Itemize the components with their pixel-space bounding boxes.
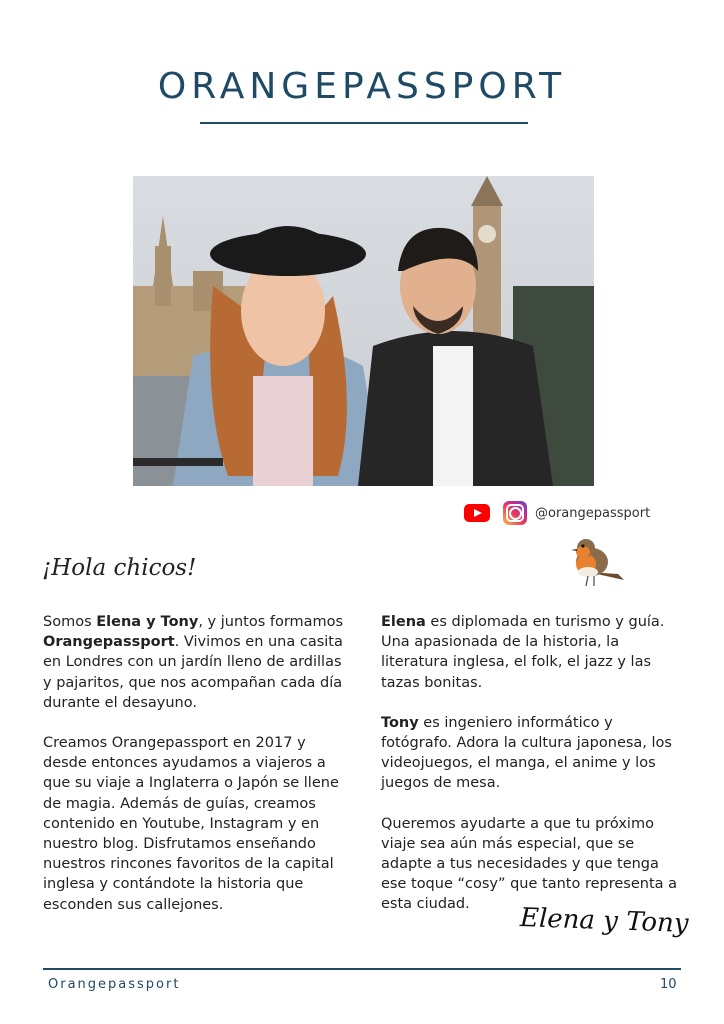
bold-brand: Orangepassport [43,634,175,651]
social-links [464,500,650,526]
bold-names: Elena y Tony [96,614,199,630]
title-underline [200,122,528,124]
text: . Vivimos en una casita en Londres con un jardín lleno de ardillas y pajaritos, que nos acompañan cada día durante el desayuno. [43,634,343,711]
page-title: ORANGEPASSPORT [157,66,567,107]
bold-elena: Elena [381,614,426,630]
text: Somos [43,614,97,630]
history-paragraph: Creamos Orangepassport en 2017 y desde entonces ayudamos a viajeros a que su viaje a Inglaterra o Japón se llene de magia. Además de guías, creamos contenido en Youtube, Instagram y en nuestro blog. Disfrutamos enseñando nuestros rincones favoritos de la capital inglesa y contándote la historia que esconden sus callejones. [43,735,339,913]
mission-paragraph: Queremos ayudarte a que tu próximo viaje sea aún más especial, que se adapte a tus necesidades y que tenga ese toque “cosy” que tanto representa a esta ciudad. [381,815,678,913]
intro-paragraph [43,612,348,713]
footer-brand: Orangepassport [48,977,181,992]
elena-paragraph [381,612,681,693]
greeting-heading: ¡Hola chicos! [42,555,197,581]
couple-photo [133,176,594,486]
left-column [43,612,348,935]
text: es ingeniero informático y fotógrafo. Adora la cultura japonesa, los videojuegos, el manga, el anime y los juegos de mesa. [381,714,672,792]
right-column [381,612,681,935]
text: es diplomada en turismo y guía. Una apasionada de la historia, la literatura inglesa, el folk, el jazz y las tazas bonitas. [381,614,665,691]
footer-divider [43,968,681,970]
instagram-icon[interactable] [503,501,527,525]
page-number: 10 [660,977,677,992]
text: , y juntos formamos [198,614,344,630]
signature: Elena y Tony [519,903,690,939]
instagram-handle[interactable]: @orangepassport [535,505,651,521]
robin-bird-icon [568,530,628,590]
youtube-icon[interactable] [464,504,490,522]
bold-tony: Tony [381,714,419,731]
tony-paragraph [381,713,681,794]
